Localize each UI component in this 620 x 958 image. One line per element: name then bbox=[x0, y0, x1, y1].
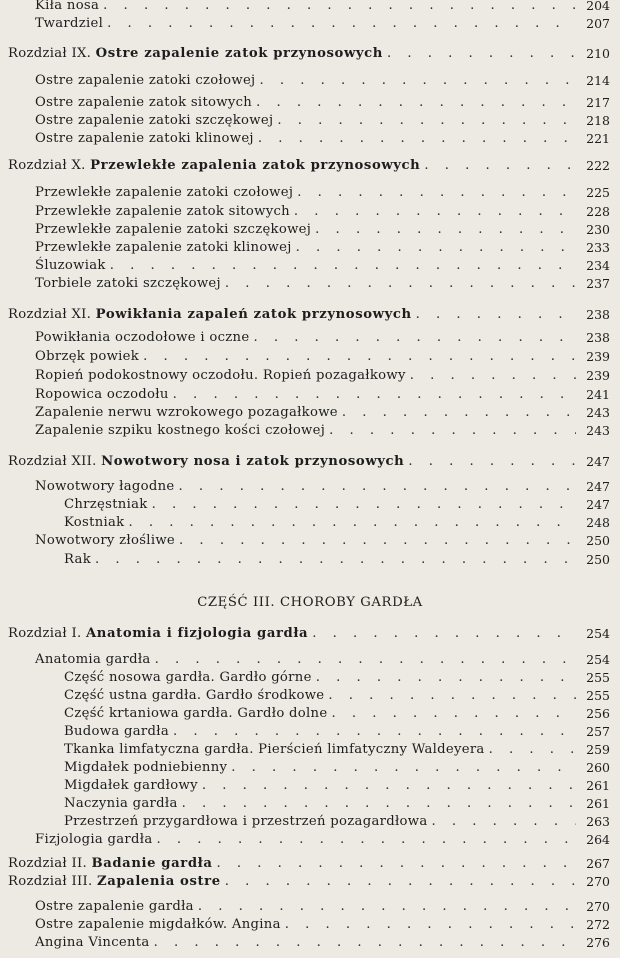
dot-leader bbox=[342, 405, 576, 421]
toc-entry bbox=[35, 477, 610, 495]
dot-leader bbox=[294, 204, 576, 220]
toc-entry-title: Przewlekłe zapalenie zatoki szczękowej bbox=[35, 222, 312, 237]
toc-entry bbox=[64, 812, 610, 830]
toc-entry-title: Nowotwory złośliwe bbox=[35, 533, 176, 548]
dot-leader bbox=[387, 46, 576, 62]
toc-entry-title: Ostre zapalenie migdałków. Angina bbox=[35, 917, 281, 932]
toc-entry-title: Ostre zapalenie zatoki szczękowej bbox=[35, 113, 274, 128]
chapter-number: Rozdział XI. bbox=[8, 307, 92, 322]
dot-leader bbox=[424, 158, 576, 174]
page-number: 261 bbox=[586, 778, 610, 793]
page-number: 254 bbox=[586, 652, 610, 667]
dot-leader bbox=[231, 760, 576, 776]
page-number: 272 bbox=[586, 917, 610, 932]
dot-leader bbox=[155, 652, 576, 668]
dot-leader bbox=[173, 387, 576, 403]
page-number: 230 bbox=[586, 222, 610, 237]
toc-entry bbox=[64, 513, 610, 531]
dot-leader bbox=[315, 222, 576, 238]
dot-leader bbox=[408, 454, 576, 470]
page-number: 207 bbox=[586, 16, 610, 31]
toc-entry-title: Fizjologia gardła bbox=[35, 832, 153, 847]
toc-chapter-entry bbox=[8, 872, 610, 890]
page-number: 241 bbox=[586, 387, 610, 402]
chapter-number: Rozdział II. bbox=[8, 856, 87, 871]
chapter-number: Rozdział IX. bbox=[8, 46, 92, 61]
page-number: 217 bbox=[586, 95, 610, 110]
toc-entry bbox=[35, 650, 610, 668]
toc-entry bbox=[35, 366, 610, 384]
toc-entry bbox=[35, 183, 610, 201]
page-number: 238 bbox=[586, 330, 610, 345]
toc-entry-title: Część krtaniowa gardła. Gardło dolne bbox=[64, 706, 328, 721]
page-number: 260 bbox=[586, 760, 610, 775]
page-number: 247 bbox=[586, 479, 610, 494]
page-number: 218 bbox=[586, 113, 610, 128]
page-number: 250 bbox=[586, 552, 610, 567]
chapter-number: Rozdział X. bbox=[8, 158, 86, 173]
dot-leader bbox=[107, 16, 576, 32]
toc-entry-title: Część nosowa gardła. Gardło górne bbox=[64, 670, 312, 685]
toc-entry bbox=[64, 776, 610, 794]
page-number: 222 bbox=[586, 158, 610, 173]
toc-entry-title bbox=[8, 856, 212, 872]
toc-entry-title: Tkanka limfatyczna gardła. Pierścień limfatyczny Waldeyera bbox=[64, 742, 485, 757]
toc-entry bbox=[35, 129, 610, 147]
toc-entry bbox=[35, 385, 610, 403]
page-number: 239 bbox=[586, 368, 610, 383]
toc-entry-title: Ostre zapalenie zatok sitowych bbox=[35, 95, 253, 110]
dot-leader bbox=[95, 552, 576, 568]
page-number: 214 bbox=[586, 73, 610, 88]
dot-leader bbox=[110, 258, 576, 274]
toc-entry bbox=[35, 256, 610, 274]
toc-entry bbox=[35, 897, 610, 915]
toc-entry-title: Ostre zapalenie zatoki klinowej bbox=[35, 131, 254, 146]
toc-entry bbox=[64, 668, 610, 686]
toc-entry-title: Przewlekłe zapalenie zatoki czołowej bbox=[35, 185, 294, 200]
dot-leader bbox=[157, 832, 576, 848]
toc-chapter-entry bbox=[8, 156, 610, 174]
toc-entry bbox=[35, 421, 610, 439]
toc-entry bbox=[35, 274, 610, 292]
dot-leader bbox=[328, 688, 576, 704]
toc-entry-title: Przewlekłe zapalenie zatok sitowych bbox=[35, 204, 290, 219]
dot-leader bbox=[259, 73, 576, 89]
dot-leader bbox=[329, 423, 576, 439]
chapter-number: Rozdział III. bbox=[8, 874, 93, 889]
dot-leader bbox=[179, 533, 576, 549]
page-number: 276 bbox=[586, 935, 610, 950]
toc-entry-title: Chrzęstniak bbox=[64, 497, 148, 512]
page-number: 234 bbox=[586, 258, 610, 273]
toc-chapter-entry bbox=[8, 44, 610, 62]
chapter-title: Nowotwory nosa i zatok przynosowych bbox=[101, 454, 405, 469]
page-number: 239 bbox=[586, 349, 610, 364]
toc-entry-title: Powikłania oczodołowe i oczne bbox=[35, 330, 250, 345]
toc-entry bbox=[64, 794, 610, 812]
toc-entry bbox=[35, 347, 610, 365]
dot-leader bbox=[152, 497, 576, 513]
page-number: 257 bbox=[586, 724, 610, 739]
toc-entry-title: Anatomia gardła bbox=[35, 652, 151, 667]
dot-leader bbox=[202, 778, 576, 794]
toc-entry bbox=[35, 71, 610, 89]
page-number: 254 bbox=[586, 626, 610, 641]
toc-entry-title bbox=[8, 454, 404, 470]
dot-leader bbox=[179, 479, 576, 495]
toc-entry-title: Rak bbox=[64, 552, 91, 567]
toc-entry bbox=[35, 93, 610, 111]
dot-leader bbox=[216, 856, 576, 872]
page-number: 267 bbox=[586, 856, 610, 871]
dot-leader bbox=[432, 814, 576, 830]
page-number: 247 bbox=[586, 454, 610, 469]
dot-leader bbox=[416, 307, 576, 323]
page-number: 233 bbox=[586, 240, 610, 255]
dot-leader bbox=[316, 670, 576, 686]
page-number: 228 bbox=[586, 204, 610, 219]
chapter-title: Zapalenia ostre bbox=[96, 874, 221, 889]
page-number: 221 bbox=[586, 131, 610, 146]
toc-entry-title: Migdałek gardłowy bbox=[64, 778, 198, 793]
toc-entry-title: Ropowica oczodołu bbox=[35, 387, 169, 402]
toc-chapter-entry bbox=[8, 624, 610, 642]
toc-entry-title: Przestrzeń przygardłowa i przestrzeń pozagardłowa bbox=[64, 814, 428, 829]
toc-entry-title: Budowa gardła bbox=[64, 724, 169, 739]
page-number: 210 bbox=[586, 46, 610, 61]
dot-leader bbox=[331, 706, 576, 722]
toc-chapter-entry bbox=[8, 854, 610, 872]
page-number: 263 bbox=[586, 814, 610, 829]
toc-entry-title bbox=[8, 46, 383, 62]
toc-entry-title bbox=[8, 307, 412, 323]
dot-leader bbox=[489, 742, 576, 758]
dot-leader bbox=[277, 113, 576, 129]
toc-entry bbox=[64, 686, 610, 704]
dot-leader bbox=[285, 917, 576, 933]
toc-entry bbox=[64, 740, 610, 758]
page-number: 270 bbox=[586, 899, 610, 914]
page-number: 243 bbox=[586, 423, 610, 438]
chapter-title: Badanie gardła bbox=[91, 856, 213, 871]
toc-entry-title: Śluzowiak bbox=[35, 258, 106, 273]
page-number: 237 bbox=[586, 276, 610, 291]
toc-entry bbox=[64, 704, 610, 722]
page-number: 247 bbox=[586, 497, 610, 512]
dot-leader bbox=[258, 131, 576, 147]
toc-entry-title: Przewlekłe zapalenie zatoki klinowej bbox=[35, 240, 292, 255]
dot-leader bbox=[253, 330, 576, 346]
toc-entry bbox=[35, 0, 610, 14]
toc-chapter-entry bbox=[8, 452, 610, 470]
part-heading: CZĘŚĆ III. CHOROBY GARDŁA bbox=[197, 595, 423, 610]
dot-leader bbox=[296, 240, 576, 256]
toc-entry bbox=[35, 830, 610, 848]
dot-leader bbox=[225, 276, 576, 292]
page-number: 243 bbox=[586, 405, 610, 420]
page-number: 256 bbox=[586, 706, 610, 721]
page-number: 225 bbox=[586, 185, 610, 200]
dot-leader bbox=[198, 899, 576, 915]
toc-entry-title: Obrzęk powiek bbox=[35, 349, 140, 364]
toc-entry-title: Zapalenie szpiku kostnego kości czołowej bbox=[35, 423, 326, 438]
toc-entry bbox=[35, 915, 610, 933]
toc-entry-title: Migdałek podniebienny bbox=[64, 760, 228, 775]
toc-entry bbox=[35, 403, 610, 421]
page-number: 264 bbox=[586, 832, 610, 847]
chapter-title: Przewlekłe zapalenia zatok przynosowych bbox=[90, 158, 421, 173]
toc-entry-title: Nowotwory łagodne bbox=[35, 479, 175, 494]
chapter-title: Ostre zapalenie zatok przynosowych bbox=[95, 46, 383, 61]
toc-entry bbox=[35, 111, 610, 129]
toc-entry-title bbox=[8, 158, 420, 174]
dot-leader bbox=[256, 95, 576, 111]
chapter-number: Rozdział XII. bbox=[8, 454, 97, 469]
toc-entry bbox=[64, 722, 610, 740]
toc-entry-title: Twardziel bbox=[35, 16, 104, 31]
toc-entry-title: Część ustna gardła. Gardło środkowe bbox=[64, 688, 325, 703]
toc-entry-title: Kiła nosa bbox=[35, 0, 100, 13]
dot-leader bbox=[225, 874, 576, 890]
toc-entry bbox=[35, 202, 610, 220]
toc-entry-title: Ostre zapalenie gardła bbox=[35, 899, 194, 914]
page-number: 259 bbox=[586, 742, 610, 757]
page-number: 248 bbox=[586, 515, 610, 530]
toc-chapter-entry bbox=[8, 305, 610, 323]
toc-entry bbox=[35, 531, 610, 549]
toc-entry bbox=[64, 495, 610, 513]
dot-leader bbox=[154, 935, 576, 951]
toc-entry-title: Angina Vincenta bbox=[35, 935, 150, 950]
page-number: 261 bbox=[586, 796, 610, 811]
page-number: 204 bbox=[586, 0, 610, 13]
toc-entry bbox=[35, 328, 610, 346]
page-number: 250 bbox=[586, 533, 610, 548]
toc-entry-title: Torbiele zatoki szczękowej bbox=[35, 276, 221, 291]
dot-leader bbox=[128, 515, 576, 531]
toc-entry bbox=[35, 14, 610, 32]
dot-leader bbox=[143, 349, 576, 365]
chapter-title: Anatomia i fizjologia gardła bbox=[85, 626, 309, 641]
page-number: 255 bbox=[586, 688, 610, 703]
toc-entry-title bbox=[8, 874, 221, 890]
chapter-title: Powikłania zapaleń zatok przynosowych bbox=[95, 307, 412, 322]
dot-leader bbox=[410, 368, 576, 384]
dot-leader bbox=[103, 0, 576, 14]
toc-entry-title: Kostniak bbox=[64, 515, 125, 530]
toc-entry-title: Zapalenie nerwu wzrokowego pozagałkowe bbox=[35, 405, 338, 420]
dot-leader bbox=[312, 626, 576, 642]
dot-leader bbox=[297, 185, 576, 201]
toc-entry bbox=[64, 550, 610, 568]
toc-entry bbox=[64, 758, 610, 776]
toc-entry bbox=[35, 238, 610, 256]
page-number: 238 bbox=[586, 307, 610, 322]
toc-entry-title: Naczynia gardła bbox=[64, 796, 178, 811]
toc-entry-title: Ostre zapalenie zatoki czołowej bbox=[35, 73, 256, 88]
dot-leader bbox=[182, 796, 576, 812]
toc-entry-title bbox=[8, 626, 308, 642]
chapter-number: Rozdział I. bbox=[8, 626, 82, 641]
page-number: 255 bbox=[586, 670, 610, 685]
toc-entry bbox=[35, 933, 610, 951]
toc-entry-title: Ropień podokostnowy oczodołu. Ropień pozagałkowy bbox=[35, 368, 406, 383]
toc-entry bbox=[35, 220, 610, 238]
page-number: 270 bbox=[586, 874, 610, 889]
dot-leader bbox=[173, 724, 576, 740]
